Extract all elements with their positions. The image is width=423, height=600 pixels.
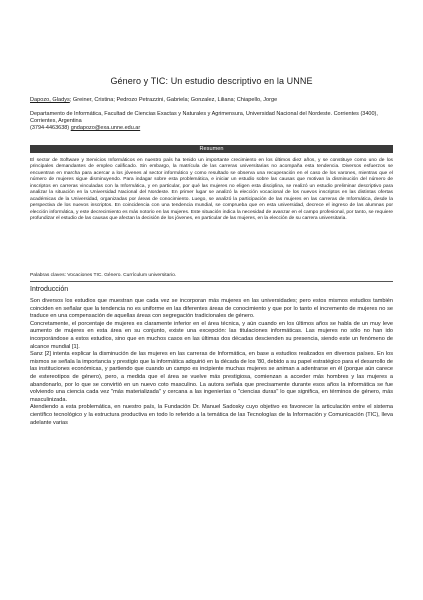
section-heading-introduction: Introducción [30,286,69,293]
abstract-text: El sector de Software y Servicios Informáticos en nuestro país ha tenido un importante crecimiento en los últimos diez años, y se constituye como uno de los principales demandantes de empleo calificado. Sin embargo, la matrícula de las carreras universitarias no acompaña esta tendencia. Diversos esfuerzos se encuentran en marcha para acercar a los jóvenes al sector informático y como resultado se observa una recuperación en el caso de los varones, mientras que el número de mujeres sigue disminuyendo. Para indagar sobre esta problemática, e iniciar un estudio sobre las causas que motivan la disminución del número de inscriptos en carreras vinculadas con la Informática, y en particular, por qué las mujeres no eligen esta disciplina, se realizó un estudio preliminar descriptivo para analizar la situación en la Universidad Nacional del Nordeste. En primer lugar se analizó la elección vocacional de los nuevos inscriptos en las distintas ofertas académicas de la Universidad, organizadas por áreas de conocimiento. Luego, se analizó la participación de las mujeres en las carreras de Informática, desde la perspectiva de los nuevos inscriptos. En coincidencia con una tendencia mundial, se comprueba que en esta universidad, decrece el ingreso de las alumnas por elección informática, y este decrecimiento es más notorio en las mujeres. Este situación indica la necesidad de avanzar en el campo profesional, por tanto, se requiere profundizar el estudio de las causas que afectan la decisión de los jóvenes, en particular de las mujeres, en la elección de su carrera universitaria. [30,158,393,222]
intro-paragraph: Atendiendo a esta problemática, en nuestro país, la Fundación Dr. Manuel Sadosky cuyo objetivo es favorecer la articulación entre el sistema científico tecnológico y la estructura productiva en todo lo referido a la temática de las Tecnologías de la Información y Comunicación (TIC), lleva adelante varias [30,404,393,426]
author-email[interactable]: gndapozo@exa.unne.edu.ar [70,125,141,132]
intro-paragraph: Concretamente, el porcentaje de mujeres es claramente inferior en el área técnica, y aún cuando en los últimos años se habla de un muy leve aumento de mujeres en esta área en su conjunto, existe una excepción: las titulaciones informáticas. Las mujeres no sólo no han ido incorporándose a estos estudios, sino que en muchos casos en las últimas dos décadas descienden su presencia, siendo este un fenómeno de alcance mundial [1]. [30,320,393,350]
intro-paragraph: Son diversos los estudios que muestran que cada vez se incorporan más mujeres en las universidades; pero estos mismos estudios también coinciden en señalar que la tendencia no es uniforme en las diferentes áreas de conocimiento y que por lo tanto el incremento de mujeres no se traduce en una compensación de aquellas áreas con segregación tradicionales de género. [30,298,393,320]
intro-paragraph: Sanz [2] intenta explicar la disminución de las mujeres en las carreras de Informática, en base a estudios realizados en diversos países. En los mismos se señala la importancia y prestigio que la informática adquirió en la década de los '80, debido a su papel estratégico para el desarrollo de las instituciones económicas, y partiendo que cuando un campo es incipiente muchas mujeres se animan a adentrarse en él (porque aún carece de estereotipos de género), pero, a medida que el área se vuelve más prestigiosa, comienzan a acceder más hombres y las mujeres a abandonarlo, por lo que se convirtió en un nuevo coto masculino. La autora señala que precisamente durante esos años la informática se fue volviendo una ciencia cada vez "más materializada" y cercana a las ingenierías o "ciencias duras" lo que significa, en términos de género, más masculinizada. [30,351,394,403]
abstract-heading: Resumen [30,145,393,153]
keywords: Palabras claves: Vocaciones TIC. Género. Currículum universitario. [30,273,177,278]
affiliation-institution: Departamento de Informática, Facultad de Ciencias Exactas y Naturales y Agrimensura, Universidad Nacional del Nordeste. Corrientes (3400), Corrientes, Argentina [30,111,378,125]
affiliation [30,111,393,133]
introduction-body [30,298,393,427]
affiliation-contact [30,125,393,132]
paper-title: Género y TIC: Un estudio descriptivo en la UNNE [110,76,313,86]
section-divider [30,281,393,282]
author-list [30,97,401,103]
first-author: Dapozo, Gladys [30,97,70,103]
affiliation-phone: (3794-4463638) [30,125,70,132]
other-authors: ; Greiner, Cristina; Pedrozo Petrazzini, Gabriela; Gonzalez, Liliana; Chiapello, Jorge [69,97,278,103]
